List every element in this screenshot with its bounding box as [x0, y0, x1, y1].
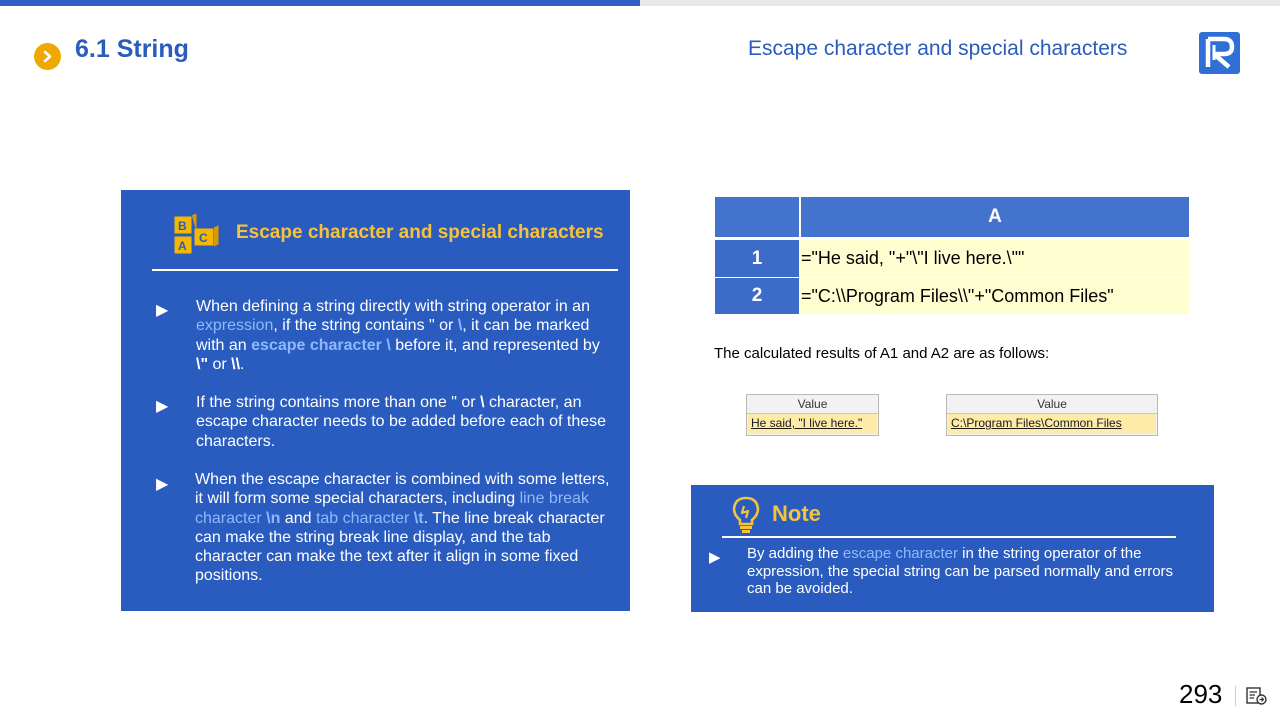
page-number: 293 — [1179, 679, 1223, 709]
bullet-escape-definition: When defining a string directly with string operator in an expression, if the string contains " or \, it can be marked with an escape character \ before it, and represented by \" or \\. — [196, 298, 600, 373]
bullet-marker: ▶ — [156, 476, 169, 493]
note-divider — [722, 536, 1176, 538]
header-subtitle: Escape character and special characters — [748, 37, 1128, 60]
note-text: By adding the escape character in the string operator of the expression, the special string can be parsed normally and errors can be avoided. — [747, 545, 1174, 597]
column-header-a[interactable]: A — [801, 197, 1189, 237]
formula-cell-a1[interactable]: ="He said, "+"\"I live here.\"" — [799, 240, 1189, 277]
svg-text:B: B — [178, 219, 187, 233]
formula-cell-a2[interactable]: ="C:\\Program Files\\"+"Common Files" — [799, 278, 1189, 314]
logo — [1199, 32, 1240, 74]
result-box-a2 — [946, 394, 1158, 436]
result-header: Value — [947, 395, 1157, 414]
chevron-right-icon — [34, 43, 61, 70]
result-value[interactable]: He said, "I live here." — [748, 414, 877, 434]
svg-text:C: C — [199, 231, 208, 245]
abc-blocks-icon — [172, 214, 220, 256]
corner-cell[interactable] — [715, 197, 799, 237]
panel-title: Escape character and special characters — [236, 222, 604, 243]
result-box-a1 — [746, 394, 879, 436]
panel-divider — [152, 269, 618, 271]
top-progress-track — [640, 0, 1280, 6]
bullet-marker: ▶ — [156, 302, 169, 319]
row-number-1[interactable]: 1 — [715, 240, 799, 277]
note-title: Note — [772, 501, 821, 526]
lightbulb-icon — [731, 496, 761, 534]
page-view-icon[interactable] — [1246, 686, 1268, 706]
svg-text:A: A — [178, 239, 187, 253]
result-value[interactable]: C:\Program Files\Common Files — [948, 414, 1156, 434]
calc-results-caption: The calculated results of A1 and A2 are as follows: — [714, 345, 1050, 362]
bullet-marker: ▶ — [156, 398, 169, 415]
row-number-2[interactable]: 2 — [715, 278, 799, 314]
bullet-multiple-chars: If the string contains more than one " or \ character, an escape character needs to be added before each of these characters. — [196, 394, 607, 450]
bullet-marker: ▶ — [709, 549, 721, 566]
top-accent-bar — [0, 0, 640, 6]
bullet-special-chars: When the escape character is combined with some letters, it will form some special characters, including line break character \n and tab character \t. The line break character can make the string break line display, and the tab character can make the text after it align in some fixed positions. — [195, 471, 610, 585]
result-header: Value — [747, 395, 878, 414]
section-title: 6.1 String — [75, 35, 189, 63]
page-separator — [1235, 686, 1236, 706]
